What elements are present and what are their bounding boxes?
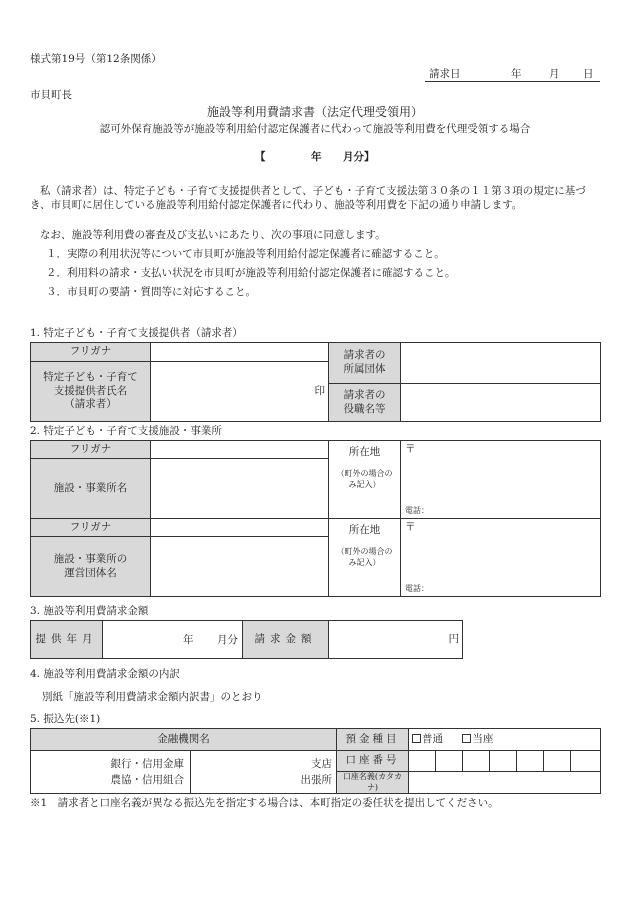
position-label-line2: 役職名等 [343, 402, 386, 415]
footnote: ※1 請求者と口座名義が異なる振込先を指定する場合は、本町指定の委任状を提出してください。 [30, 797, 499, 809]
section1-heading: 1. 特定子ども・子育て支援提供者（請求者） [30, 327, 243, 339]
consent-item-3: ３．市貝町の要請・質問等に対応すること。 [46, 286, 256, 298]
operator-label-line1: 施設・事業所の [53, 552, 128, 565]
operator-furigana-field[interactable] [151, 519, 329, 537]
date-month: 月 [549, 68, 560, 80]
account-digit-5[interactable] [517, 751, 544, 772]
sub-branch-label: 出張所 [300, 774, 332, 786]
requester-name-label [31, 362, 151, 422]
account-digit-4[interactable] [490, 751, 517, 772]
requester-org-field[interactable] [401, 343, 601, 384]
bank-type-line1: 銀行・信用金庫 [110, 757, 184, 770]
billing-period [255, 150, 385, 166]
account-name-label: 口座名義(カタカナ) [337, 772, 409, 794]
service-period-label: 提供年月 [31, 621, 103, 659]
operator-name-field[interactable] [151, 537, 329, 597]
deposit-type-label: 預金種目 [337, 729, 409, 751]
facility-furigana-label: フリガナ [31, 441, 151, 459]
requester-position-field[interactable] [401, 384, 601, 422]
account-digit-1[interactable] [409, 751, 436, 772]
operator-postal-mark: 〒 [405, 521, 416, 533]
address-note-line2: み記入） [348, 479, 381, 489]
operator-label-line2: 運営団体名 [64, 566, 117, 579]
facility-address-field[interactable] [401, 441, 601, 519]
account-number-label: 口座番号 [337, 751, 409, 772]
document-subtitle: 認可外保育施設等が施設等利用給付認定保護者に代わって施設等利用費を代理受領する場合 [99, 123, 531, 135]
date-year: 年 [511, 68, 522, 80]
address-label-text: 所在地 [348, 446, 381, 458]
addressee: 市貝町長 [30, 89, 72, 101]
operator-address-note-line1: （町外の場合の [336, 547, 393, 557]
request-date-line [425, 67, 600, 82]
request-date-label: 請求日 [429, 68, 461, 80]
bank-name-header: 金融機関名 [31, 729, 337, 751]
claim-amount-field[interactable] [329, 621, 463, 659]
position-label-line1: 請求者の [343, 388, 386, 401]
facility-name-label: 施設・事業所名 [31, 459, 151, 519]
facility-table [30, 440, 601, 597]
account-digit-2[interactable] [436, 751, 463, 772]
deposit-current-checkbox[interactable]: 当座 [462, 733, 493, 745]
service-period-field[interactable] [103, 621, 243, 659]
account-name-field[interactable] [409, 772, 601, 794]
furigana-label: フリガナ [31, 343, 151, 362]
date-day: 日 [583, 68, 594, 80]
branch-cell[interactable] [191, 751, 337, 794]
operator-phone-label: 電話： [405, 584, 429, 594]
document-title: 施設等利用費請求書（法定代理受領用） [206, 105, 423, 119]
amount-table [30, 620, 463, 659]
bank-type-line2: 農協・信用組合 [110, 774, 184, 786]
requester-furigana-field[interactable] [151, 343, 329, 362]
form-number: 様式第19号（第12条関係） [30, 53, 162, 65]
facility-phone-label: 電話： [405, 506, 429, 516]
requester-table [30, 342, 601, 422]
period-year: 年 [311, 151, 322, 163]
section5-heading: 5. 振込先(※1) [30, 713, 101, 725]
section2-heading: 2. 特定子ども・子育て支援施設・事業所 [30, 425, 222, 437]
section4-heading: 4. 施設等利用費請求金額の内訳 [30, 668, 180, 680]
account-digit-7[interactable] [571, 751, 601, 772]
consent-paragraph: なお、施設等利用費の審査及び支払いにあたり、次の事項に同意します。 [40, 229, 386, 241]
name-label-line3: （請求者） [64, 398, 117, 411]
bank-type-cell[interactable] [31, 751, 191, 794]
org-label-line1: 請求者の [343, 349, 386, 362]
requester-name-field[interactable] [151, 362, 329, 422]
breakdown-reference: 別紙「施設等利用費請求金額内訳書」のとおり [42, 691, 263, 703]
requester-position-label [329, 384, 401, 422]
operator-name-label [31, 537, 151, 597]
branch-label: 支店 [311, 757, 332, 770]
section3-heading: 3. 施設等利用費請求金額 [30, 605, 149, 617]
address-note-line1: （町外の場合の [336, 469, 393, 479]
account-digit-3[interactable] [463, 751, 490, 772]
yen-unit: 円 [448, 633, 459, 646]
account-digit-6[interactable] [544, 751, 571, 772]
claim-amount-label: 請求金額 [243, 621, 329, 659]
operator-address-note-line2: み記入） [348, 557, 381, 567]
consent-item-1: １．実際の利用状況等について市貝町が施設等利用給付認定保護者に確認すること。 [46, 248, 445, 260]
period-bracket: 【 [255, 151, 266, 163]
requester-org-label [329, 343, 401, 384]
facility-furigana-field[interactable] [151, 441, 329, 459]
declaration-paragraph: 私（請求者）は、特定子ども・子育て支援提供者として、子ども・子育て支援法第３０条の１１第３項の規定に基づき、市貝町に居住している施設等利用給付認定保護者に代わり、施設等利用費を下記の通り申請します。 [30, 185, 586, 211]
org-label-line2: 所属団体 [343, 363, 386, 375]
postal-mark: 〒 [405, 443, 416, 455]
deposit-type-options [409, 729, 601, 751]
deposit-ordinary-checkbox[interactable]: 普通 [412, 733, 443, 745]
name-label-line2: 支援提供者氏名 [53, 384, 128, 397]
operator-furigana-label: フリガナ [31, 519, 151, 537]
period-month-unit: 月分 [217, 634, 238, 646]
facility-name-field[interactable] [151, 459, 329, 519]
period-year-unit: 年 [183, 634, 194, 646]
name-label-line1: 特定子ども・子育て [43, 371, 138, 384]
facility-address-label [329, 441, 401, 519]
bank-table [30, 728, 601, 794]
operator-address-label [329, 519, 401, 597]
operator-address-label-text: 所在地 [348, 524, 381, 536]
consent-item-2: ２．利用料の請求・支払い状況を市貝町が施設等利用給付認定保護者に確認すること。 [46, 267, 456, 279]
operator-address-field[interactable] [401, 519, 601, 597]
period-month: 月分】 [343, 151, 375, 163]
seal-mark: 印 [314, 385, 325, 398]
